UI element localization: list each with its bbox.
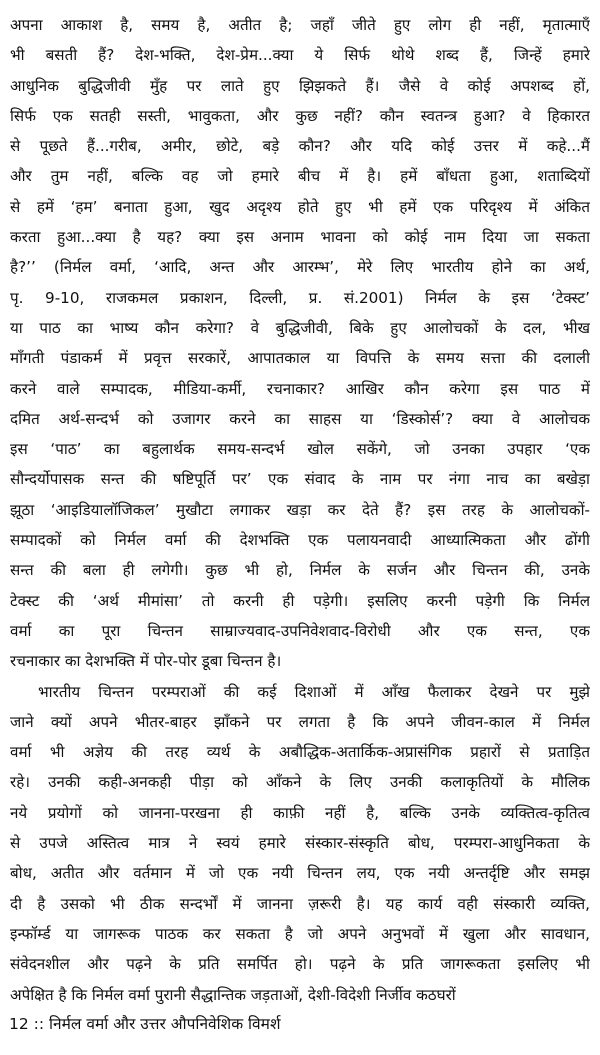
text-line: या पाठ का भाष्य कौन करेगा? वे बुद्धिजीवी, बिके हुए आलोचकों के दल, भीख (10, 318, 590, 337)
text-line: से उपजे अस्तित्व मात्र ने स्वयं हमारे संस्कार-संस्कृति बोध, परम्परा-आधुनिकता के (10, 834, 590, 853)
text-line: इस ‘पाठ’ का बहुलार्थक समय-सन्दर्भ खोल सकेंगे, जो उनका उपहार ‘एक (10, 440, 590, 459)
text-line: सिर्फ एक सतही सस्ती, भावुकता, और कुछ नहीं? कौन स्वतन्त्र हुआ? वे हिकारत (10, 106, 590, 125)
text-line: सम्पादकों को निर्मल वर्मा की देशभक्ति एक पलायनवादी आध्यात्मिकता और ढोंगी (10, 531, 590, 550)
text-line: और तुम नहीं, बल्कि वह जो हमारे बीच में है। हमें बाँधता हुआ, शताब्दियों (10, 167, 590, 186)
text-line: रहे। उनकी कही-अनकही पीड़ा को आँकने के लिए उनकी कलाकृतियों के मौलिक (10, 773, 590, 792)
text-line: सौन्दर्योपासक सन्त की षष्टिपूर्ति पर’ एक संवाद के नाम पर नंगा नाच का बखेड़ा (10, 470, 590, 489)
text-line: से हमें ‘हम’ बनाता हुआ, खुद अदृश्य होते हुए भी हमें एक परिदृश्य में अंकित (10, 197, 590, 216)
text-line: वर्मा भी अज्ञेय की तरह व्यर्थ के अबौद्धिक-अतार्किक-अप्रासंगिक प्रहारों से प्रताड़ित (10, 743, 590, 762)
text-line: संवेदनशील और पढ़ने के प्रति समर्पित हो। पढ़ने के प्रति जागरूकता इसलिए भी (10, 955, 590, 974)
body-text (10, 10, 590, 1010)
text-line: नये प्रयोगों को जानना-परखना ही काफ़ी नहीं है, बल्कि उनके व्यक्तित्व-कृतित्व (10, 803, 590, 822)
text-line: रचनाकार का देशभक्ति में पोर-पोर डूबा चिन्तन है। (10, 652, 282, 671)
text-line: अपेक्षित है कि निर्मल वर्मा पुरानी सैद्धान्तिक जड़ताओं, देशी-विदेशी निर्जीव कठघरों (10, 985, 456, 1004)
text-line: माँगती पंडाकर्म में प्रवृत्त सरकारें, आपातकाल या विपत्ति के समय सत्ता की दलाली (10, 349, 590, 368)
text-line: दमित अर्थ-सन्दर्भ को उजागर करने का साहस या ‘डिस्कोर्स’? क्या वे आलोचक (10, 409, 590, 428)
text-line: भारतीय चिन्तन परम्पराओं की कई दिशाओं में आँख फैलाकर देखने पर मुझे (38, 682, 590, 701)
text-line: जाने क्यों अपने भीतर-बाहर झाँकने पर लगता है कि अपने जीवन-काल में निर्मल (10, 712, 590, 731)
text-line: करता हुआ...क्या है यह? क्या इस अनाम भावना को कोई नाम दिया जा सकता (10, 228, 590, 247)
text-line: दी है उसको भी ठीक सन्दर्भों में जानना ज़रूरी है। यह कार्य वही संस्कारी व्यक्ति, (10, 894, 590, 913)
text-line: टेक्स्ट की ‘अर्थ मीमांसा’ तो करनी ही पड़ेगी। इसलिए करनी पड़ेगी कि निर्मल (10, 591, 590, 610)
paragraph-1 (10, 10, 590, 677)
text-line: बोध, अतीत और वर्तमान में जो एक नयी चिन्तन लय, एक नयी अन्तर्दृष्टि और समझ (10, 864, 590, 883)
text-line: आधुनिक बुद्धिजीवी मुँह पर लाते हुए झिझकते हैं। जैसे वे कोई अपशब्द हों, (10, 76, 590, 95)
page-footer: 12 :: निर्मल वर्मा और उत्तर औपनिवेशिक विमर्श (9, 1015, 281, 1033)
text-line: से पूछते हैं...गरीब, अमीर, छोटे, बड़े कौन? और यदि कोई उत्तर में कहे...मैं (10, 137, 590, 156)
text-line: भी बसती हैं? देश-भक्ति, देश-प्रेम...क्या ये सिर्फ थोथे शब्द हैं, जिन्हें हमारे (10, 46, 590, 65)
text-line: झूठा ‘आइडियालॉजिकल’ मुखौटा लगाकर खड़ा कर देते हैं? इस तरह के आलोचकों- (10, 500, 590, 519)
text-line: है?’’ (निर्मल वर्मा, ‘आदि, अन्त और आरम्भ’, मेरे लिए भारतीय होने का अर्थ, (10, 258, 590, 277)
text-line: वर्मा का पूरा चिन्तन साम्राज्यवाद-उपनिवेशवाद-विरोधी और एक सन्त, एक (10, 621, 590, 640)
paragraph-2 (10, 677, 590, 1010)
text-line: अपना आकाश है, समय है, अतीत है; जहाँ जीते हुए लोग ही नहीं, मृतात्माएँ (10, 16, 590, 34)
text-line: सन्त की बला ही लगेगी। कुछ भी हो, निर्मल के सर्जन और चिन्तन की, उनके (10, 561, 590, 580)
text-line: इन्फॉर्म्ड या जागरूक पाठक कर सकता है जो अपने अनुभवों में खुला और सावधान, (10, 924, 590, 943)
text-line: पृ. 9-10, राजकमल प्रकाशन, दिल्ली, प्र. सं.2001) निर्मल के इस ‘टेक्स्ट’ (10, 288, 590, 307)
text-line: करने वाले सम्पादक, मीडिया-कर्मी, रचनाकार? आखिर कौन करेगा इस पाठ में (10, 379, 590, 398)
